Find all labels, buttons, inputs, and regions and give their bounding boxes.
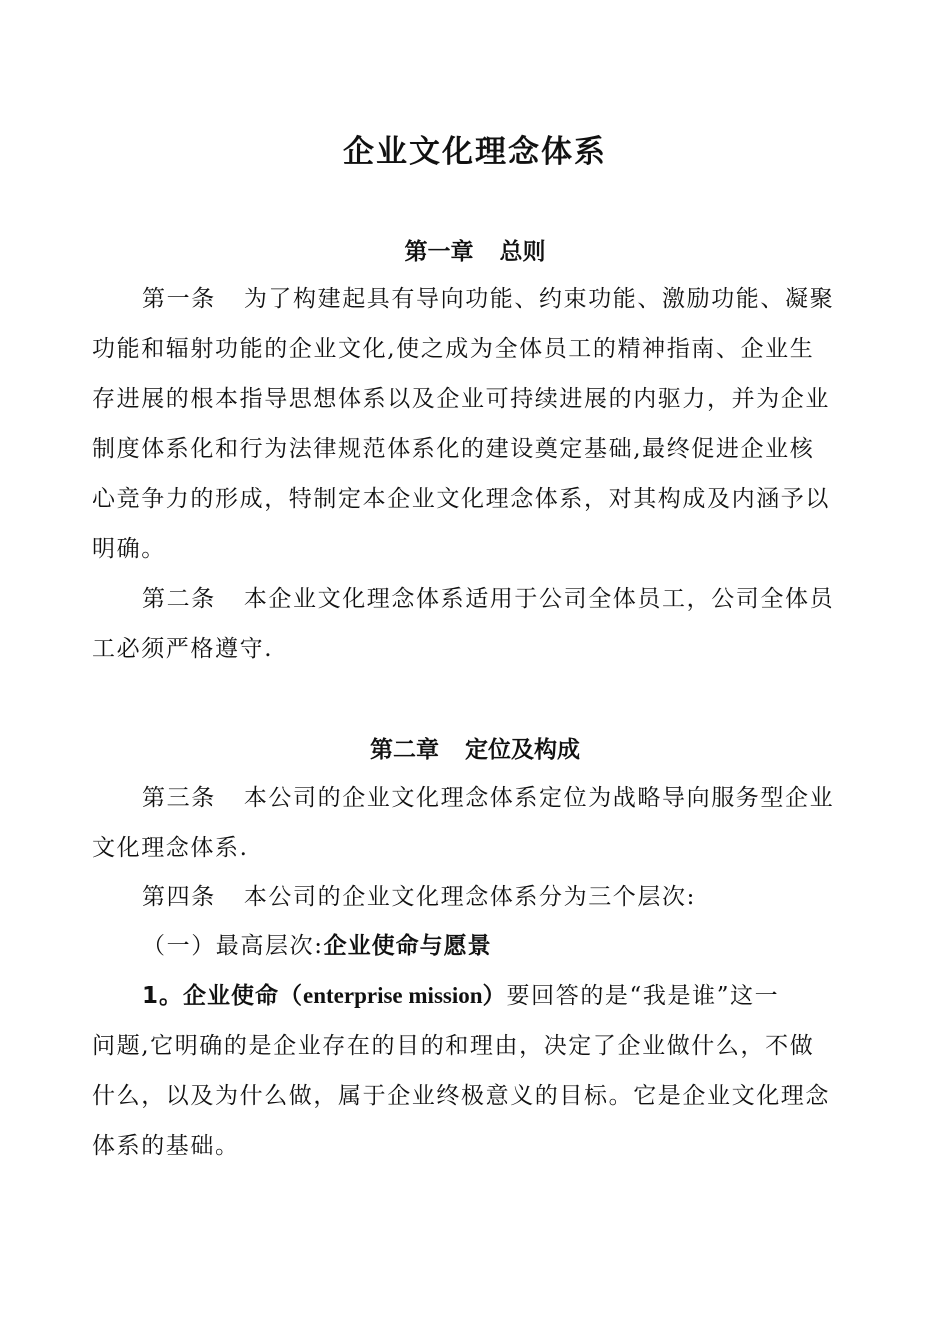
article-2 [92, 574, 858, 674]
article-4 [92, 872, 858, 922]
article-2-line-1 [92, 574, 858, 624]
item-1-term-close: ） [482, 983, 507, 1009]
item-1-term-en: enterprise mission [303, 983, 483, 1008]
article-3-line-1 [92, 773, 858, 823]
article-1-label: 第一条 [142, 286, 216, 312]
article-3-line-2: 文化理念体系. [92, 835, 249, 861]
item-1-line-2: 问题,它明确的是企业存在的目的和理由，决定了企业做什么，不做 [92, 1033, 815, 1059]
item-1-number: 1。 [142, 983, 184, 1009]
article-2-text-1: 本企业文化理念体系适用于公司全体员工，公司全体员 [243, 586, 835, 612]
chapter-1-number: 第一章 [404, 239, 474, 265]
item-1-line-4: 体系的基础。 [92, 1133, 240, 1159]
article-1 [92, 274, 858, 574]
article-4-text: 本公司的企业文化理念体系分为三个层次: [243, 884, 696, 910]
chapter-2-heading [92, 731, 858, 764]
article-3-text-1: 本公司的企业文化理念体系定位为战略导向服务型企业 [243, 785, 835, 811]
item-1 [92, 971, 858, 1171]
level-1-line [92, 921, 858, 971]
article-2-label: 第二条 [142, 586, 216, 612]
item-1-term: 企业使命（ [183, 983, 304, 1009]
article-4-label: 第四条 [142, 884, 216, 910]
article-1-line-4: 制度体系化和行为法律规范体系化的建设奠定基础,最终促进企业核 [92, 436, 815, 462]
article-1-line-5: 心竞争力的形成，特制定本企业文化理念体系，对其构成及内涵予以 [92, 486, 830, 512]
level-1-bold-title: 企业使命与愿景 [323, 933, 492, 959]
chapter-2-title: 定位及构成 [465, 737, 580, 763]
article-1-line-6: 明确。 [92, 536, 166, 562]
article-1-line-2: 功能和辐射功能的企业文化,使之成为全体员工的精神指南、企业生 [92, 336, 815, 362]
item-1-line-1 [92, 971, 858, 1021]
article-2-line-2: 工必须严格遵守. [92, 636, 274, 662]
chapter-1-heading [92, 233, 858, 266]
item-1-text-1: 要回答的是“我是谁”这一 [506, 983, 780, 1009]
level-1-prefix: （一）最高层次: [142, 933, 324, 959]
article-1-line-3: 存进展的根本指导思想体系以及企业可持续进展的内驱力，并为企业 [92, 386, 830, 412]
article-4-line-1 [92, 872, 858, 922]
level-1-heading [92, 921, 858, 971]
article-3-label: 第三条 [142, 785, 216, 811]
item-1-line-3: 什么，以及为什么做，属于企业终极意义的目标。它是企业文化理念 [92, 1083, 830, 1109]
chapter-1-title: 总则 [499, 239, 546, 265]
document-title: 企业文化理念体系 [343, 134, 607, 170]
chapter-2-number: 第二章 [370, 737, 439, 763]
article-1-text-1: 为了构建起具有导向功能、约束功能、激励功能、凝聚 [243, 286, 835, 312]
article-1-line-1 [92, 274, 858, 324]
article-3 [92, 773, 858, 873]
